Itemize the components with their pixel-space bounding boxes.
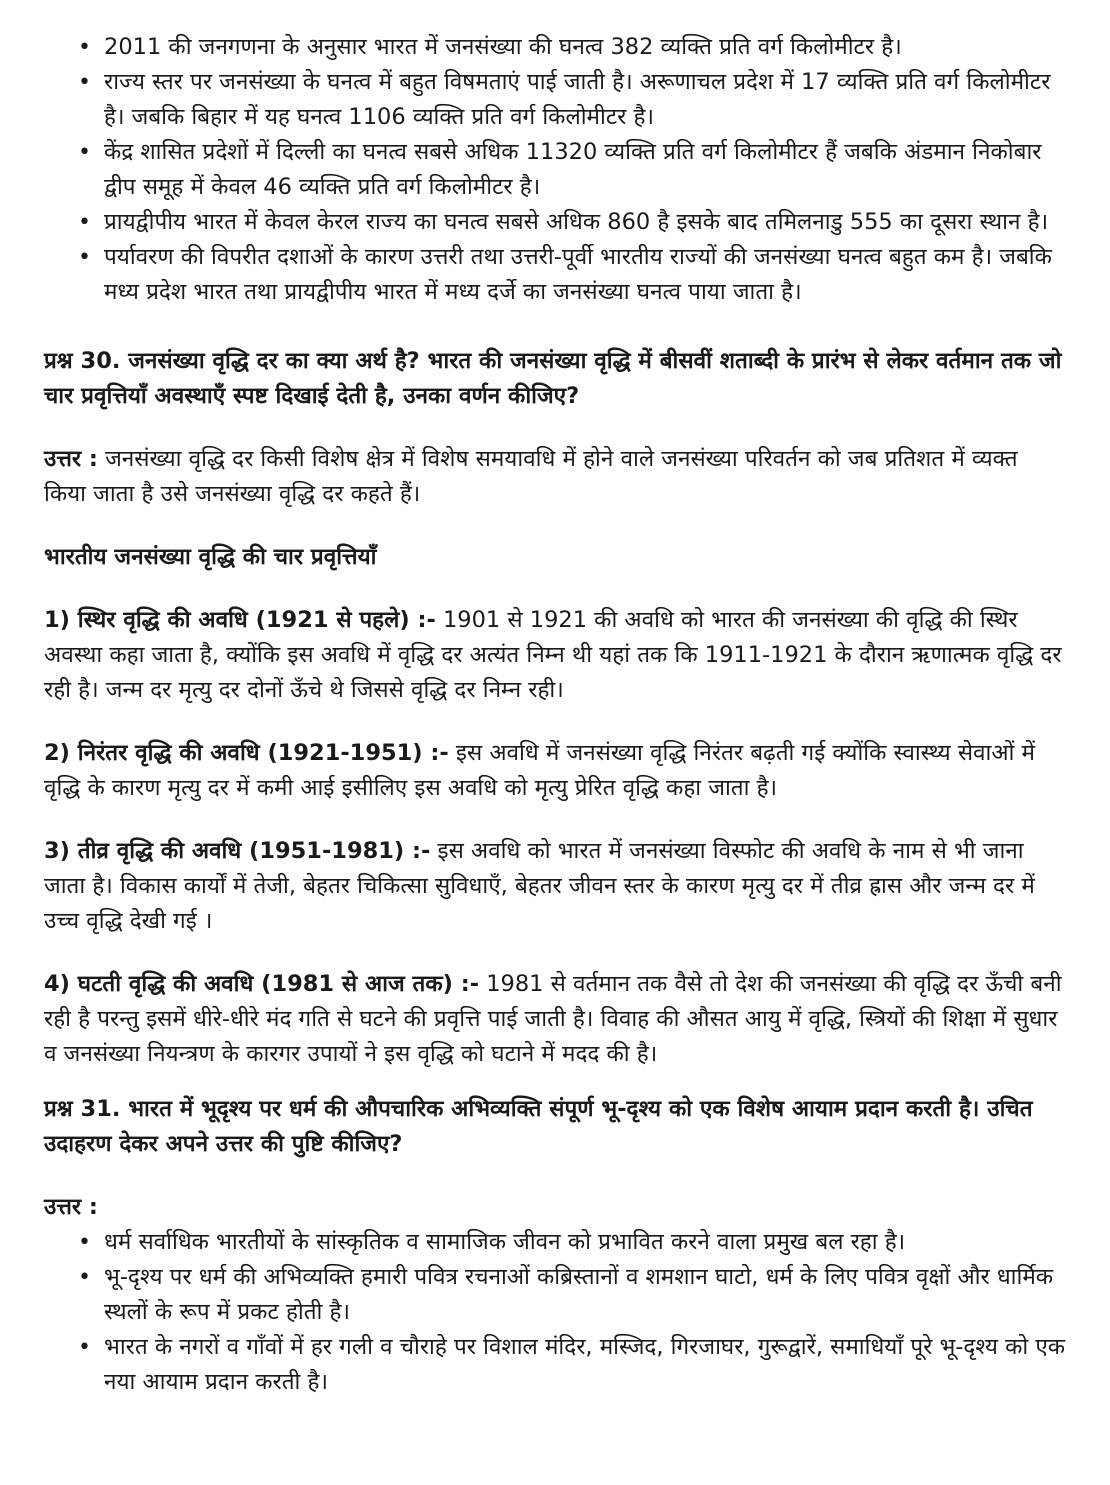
phase-1 — [44, 603, 1066, 708]
phase-title: 3) तीव्र वृद्धि की अवधि (1951-1981) :- — [44, 838, 431, 864]
list-item — [44, 135, 1066, 205]
list-item — [44, 240, 1066, 310]
list-item — [44, 30, 1066, 65]
phase-text: इस अवधि को भारत में जनसंख्या विस्फोट की अवधि के नाम से भी जाना जाता है। विकास कार्यों में तेजी, बेहतर चिकित्सा सुविधाएँ, बेहतर जीवन स्तर के कारण मृत्यु दर में तीव्र ह्रास और जन्म दर में उच्च वृद्धि देखी गई । — [44, 838, 1035, 934]
bullet-icon: • — [78, 1230, 91, 1255]
list-item — [44, 1330, 1066, 1400]
list-item-text: केंद्र शासित प्रदेशों में दिल्ली का घनत्व सबसे अधिक 11320 व्यक्ति प्रति वर्ग किलोमीटर हैं जबकि अंडमान निकोबार द्वीप समूह में केवल 46 व्यक्ति प्रति वर्ग किलोमीटर है। — [104, 139, 1042, 200]
phase-text: 1901 से 1921 की अवधि को भारत की जनसंख्या की वृद्धि की स्थिर अवस्था कहा जाता है, क्योंकि इस अवधि में वृद्धि दर अत्यंत निम्न थी यहां तक कि 1911-1921 के दौरान ऋणात्मक वृद्धि दर रही है। जन्म दर मृत्यु दर दोनों ऊँचे थे जिससे वृद्धि दर निम्न रही। — [44, 607, 1062, 703]
bullet-icon: • — [78, 245, 91, 270]
answer-30 — [44, 442, 1066, 512]
phase-3 — [44, 834, 1066, 939]
list-item-text: भारत के नगरों व गाँवों में हर गली व चौराहे पर विशाल मंदिर, मस्जिद, गिरजाघर, गुरूद्वारें, समाधियाँ पूरे भू-दृश्य को एक नया आयाम प्रदान करती है। — [104, 1334, 1066, 1395]
list-item-text: पर्यावरण की विपरीत दशाओं के कारण उत्तरी तथा उत्तरी-पूर्वी भारतीय राज्यों की जनसंख्या घनत्व बहुत कम है। जबकि मध्य प्रदेश भारत तथा प्रायद्वीपीय भारत में मध्य दर्जे का जनसंख्या घनत्व पाया जाता है। — [104, 244, 1052, 305]
religion-bullet-list — [44, 1225, 1066, 1400]
trends-subheading: भारतीय जनसंख्या वृद्धि की चार प्रवृत्तियाँ — [44, 544, 377, 570]
phase-4 — [44, 967, 1066, 1072]
list-item-text: राज्य स्तर पर जनसंख्या के घनत्व में बहुत विषमताएं पाई जाती है। अरूणाचल प्रदेश में 17 व्यक्ति प्रति वर्ग किलोमीटर है। जबकि बिहार में यह घनत्व 1106 व्यक्ति प्रति वर्ग किलोमीटर है। — [104, 69, 1051, 130]
bullet-icon: • — [78, 35, 91, 60]
bullet-icon: • — [78, 140, 91, 165]
bullet-icon: • — [78, 1265, 91, 1290]
bullet-icon: • — [78, 70, 91, 95]
phase-title: 1) स्थिर वृद्धि की अवधि (1921 से पहले) :- — [44, 607, 436, 633]
list-item-text: 2011 की जनगणना के अनुसार भारत में जनसंख्या की घनत्व 382 व्यक्ति प्रति वर्ग किलोमीटर है। — [104, 34, 902, 60]
phase-title: 2) निरंतर वृद्धि की अवधि (1921-1951) :- — [44, 740, 449, 766]
answer-31-label: उत्तर : — [44, 1194, 98, 1220]
bullet-icon: • — [78, 210, 91, 235]
list-item-text: प्रायद्वीपीय भारत में केवल केरल राज्य का घनत्व सबसे अधिक 860 है इसके बाद तमिलनाडु 555 का दूसरा स्थान है। — [104, 209, 1049, 235]
density-bullet-list — [44, 30, 1066, 310]
phase-title: 4) घटती वृद्धि की अवधि (1981 से आज तक) :- — [44, 971, 480, 997]
answer-text: जनसंख्या वृद्धि दर किसी विशेष क्षेत्र में विशेष समयावधि में होने वाले जनसंख्या परिवर्तन को जब प्रतिशत में व्यक्त किया जाता है उसे जनसंख्या वृद्धि दर कहते हैं। — [44, 446, 1018, 507]
list-item — [44, 1225, 1066, 1260]
list-item — [44, 65, 1066, 135]
list-item — [44, 205, 1066, 240]
phase-text: 1981 से वर्तमान तक वैसे तो देश की जनसंख्या की वृद्धि दर ऊँची बनी रही है परन्तु इसमें धीरे-धीरे मंद गति से घटने की प्रवृत्ति पाई जाती है। विवाह की औसत आयु में वृद्धि, स्त्रियों की शिक्षा में सुधार व जनसंख्या नियन्त्रण के कारगर उपायों ने इस वृद्धि को घटाने में मदद की है। — [44, 971, 1062, 1067]
list-item — [44, 1260, 1066, 1330]
question-30: प्रश्न 30. जनसंख्या वृद्धि दर का क्या अर्थ है? भारत की जनसंख्या वृद्धि में बीसवीं शताब्दी के प्रारंभ से लेकर वर्तमान तक जो चार प्रवृत्तियाँ अवस्थाएँ स्पष्ट दिखाई देती है, उनका वर्णन कीजिए? — [44, 348, 1062, 409]
phase-text: इस अवधि में जनसंख्या वृद्धि निरंतर बढ़ती गई क्योंकि स्वास्थ्य सेवाओं में वृद्धि के कारण मृत्यु दर में कमी आई इसीलिए इस अवधि को मृत्यु प्रेरित वृद्धि कहा जाता है। — [44, 740, 1035, 801]
question-31: प्रश्न 31. भारत में भूदृश्य पर धर्म की औपचारिक अभिव्यक्ति संपूर्ण भू-दृश्य को एक विशेष आयाम प्रदान करती है। उचित उदाहरण देकर अपने उत्तर की पुष्टि कीजिए? — [44, 1096, 1033, 1157]
bullet-icon: • — [78, 1335, 91, 1360]
list-item-text: भू-दृश्य पर धर्म की अभिव्यक्ति हमारी पवित्र रचनाओं कब्रिस्तानों व शमशान घाटो, धर्म के लिए पवित्र वृक्षों और धार्मिक स्थलों के रूप में प्रकट होती है। — [104, 1264, 1054, 1325]
list-item-text: धर्म सर्वाधिक भारतीयों के सांस्कृतिक व सामाजिक जीवन को प्रभावित करने वाला प्रमुख बल रहा है। — [104, 1229, 906, 1255]
answer-label: उत्तर : — [44, 446, 98, 472]
phase-2 — [44, 736, 1066, 806]
